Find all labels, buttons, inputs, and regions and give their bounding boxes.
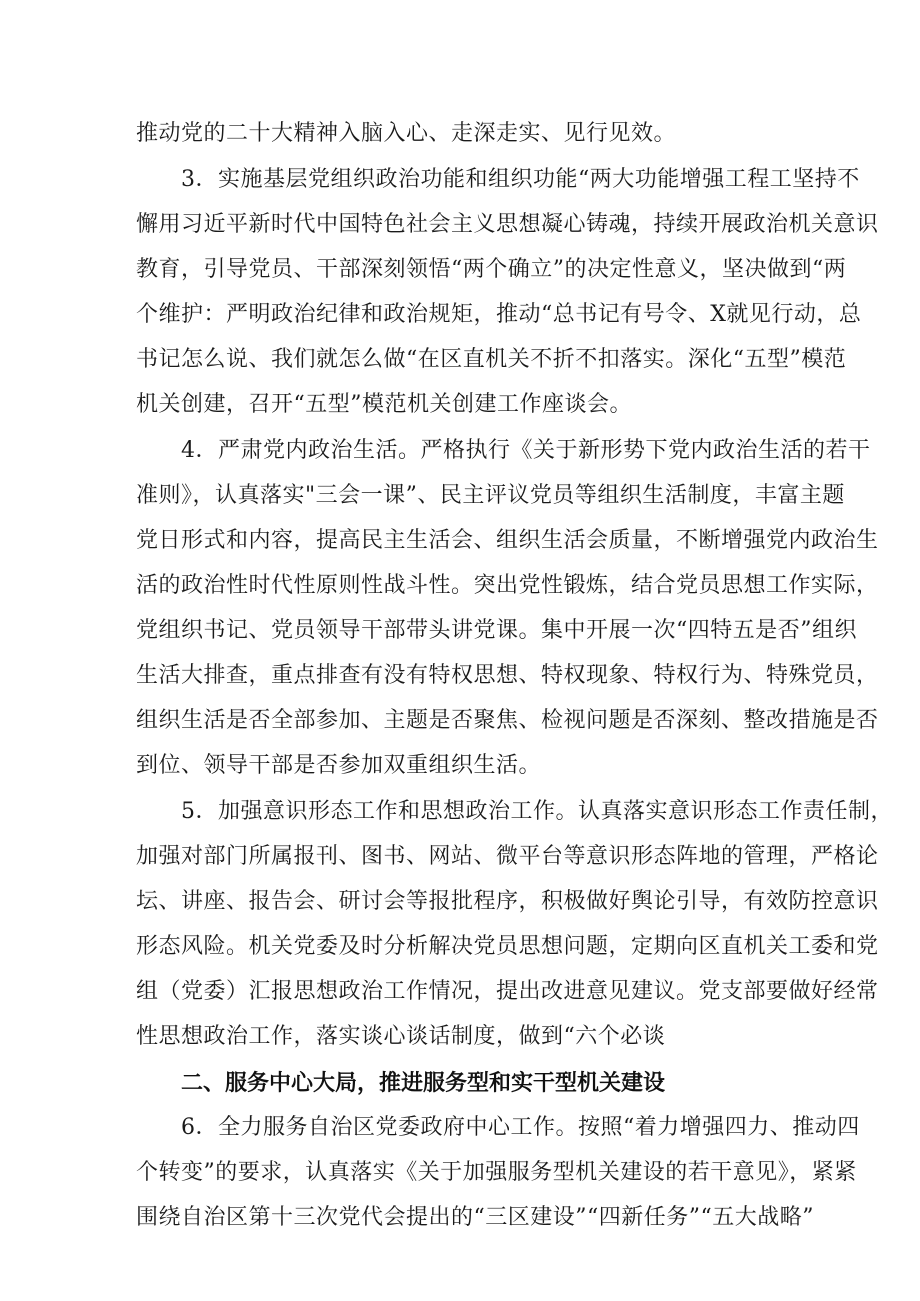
text-line: 围绕自治区第十三次党代会提出的“三区建设”“四新任务”“五大战略” (136, 1205, 814, 1230)
paragraph-4-start: 4．严肃党内政治生活。严格执行《关于新形势下党内政治生活的若干 (181, 438, 871, 463)
text-line: 机关创建，召开“五型”模范机关创建工作座谈会。 (136, 392, 632, 417)
text-line: 生活大排查，重点排查有没有特权思想、特权现象、特权行为、特殊党员， (136, 663, 879, 688)
text-line: 教育，引导党员、干部深刻领悟“两个确立”的决定性意义，坚决做到“两 (136, 257, 847, 282)
section-heading: 二、服务中心大局，推进服务型和实干型机关建设 (181, 1071, 666, 1096)
text-line: 推动党的二十大精神入脑入心、走深走实、见行见效。 (136, 121, 677, 146)
text-line: 书记怎么说、我们就怎么做“在区直机关不折不扣落实。深化“五型”模范 (136, 347, 847, 372)
paragraph-6-start: 6．全力服务自治区党委政府中心工作。按照“着力增强四力、推动四 (181, 1115, 860, 1140)
text-line: 加强对部门所属报刊、图书、网站、微平台等意识形态阵地的管理，严格论 (136, 844, 879, 869)
text-line: 到位、领导干部是否参加双重组织生活。 (136, 753, 542, 778)
text-line: 坛、讲座、报告会、研讨会等报批程序，积极做好舆论引导，有效防控意识 (136, 889, 879, 914)
text-line: 性思想政治工作，落实谈心谈话制度，做到“六个必谈 (136, 1024, 666, 1049)
text-line: 懈用习近平新时代中国特色社会主义思想凝心铸魂，持续开展政治机关意识 (136, 212, 879, 237)
text-line: 组（党委）汇报思想政治工作情况，提出改进意见建议。党支部要做好经常 (136, 979, 879, 1004)
text-line: 形态风险。机关党委及时分析解决党员思想问题，定期向区直机关工委和党 (136, 934, 879, 959)
text-line: 准则》，认真落实"三会一课”、民主评议党员等组织生活制度，丰富主题 (136, 483, 845, 508)
paragraph-5-start: 5．加强意识形态工作和思想政治工作。认真落实意识形态工作责任制， (181, 799, 893, 824)
text-line: 党组织书记、党员领导干部带头讲党课。集中开展一次“四特五是否”组织 (136, 618, 857, 643)
paragraph-3-start: 3．实施基层党组织政治功能和组织功能“两大功能增强工程工坚持不 (181, 167, 860, 192)
text-line: 组织生活是否全部参加、主题是否聚焦、检视问题是否深刻、整改措施是否 (136, 708, 879, 733)
text-line: 个维护：严明政治纪律和政治规矩，推动“总书记有号令、X就见行动，总 (136, 302, 862, 327)
text-line: 党日形式和内容，提高民主生活会、组织生活会质量，不断增强党内政治生 (136, 528, 879, 553)
text-line: 活的政治性时代性原则性战斗性。突出党性锻炼，结合党员思想工作实际， (136, 573, 879, 598)
text-line: 个转变”的要求，认真落实《关于加强服务型机关建设的若干意见》，紧紧 (136, 1160, 857, 1185)
